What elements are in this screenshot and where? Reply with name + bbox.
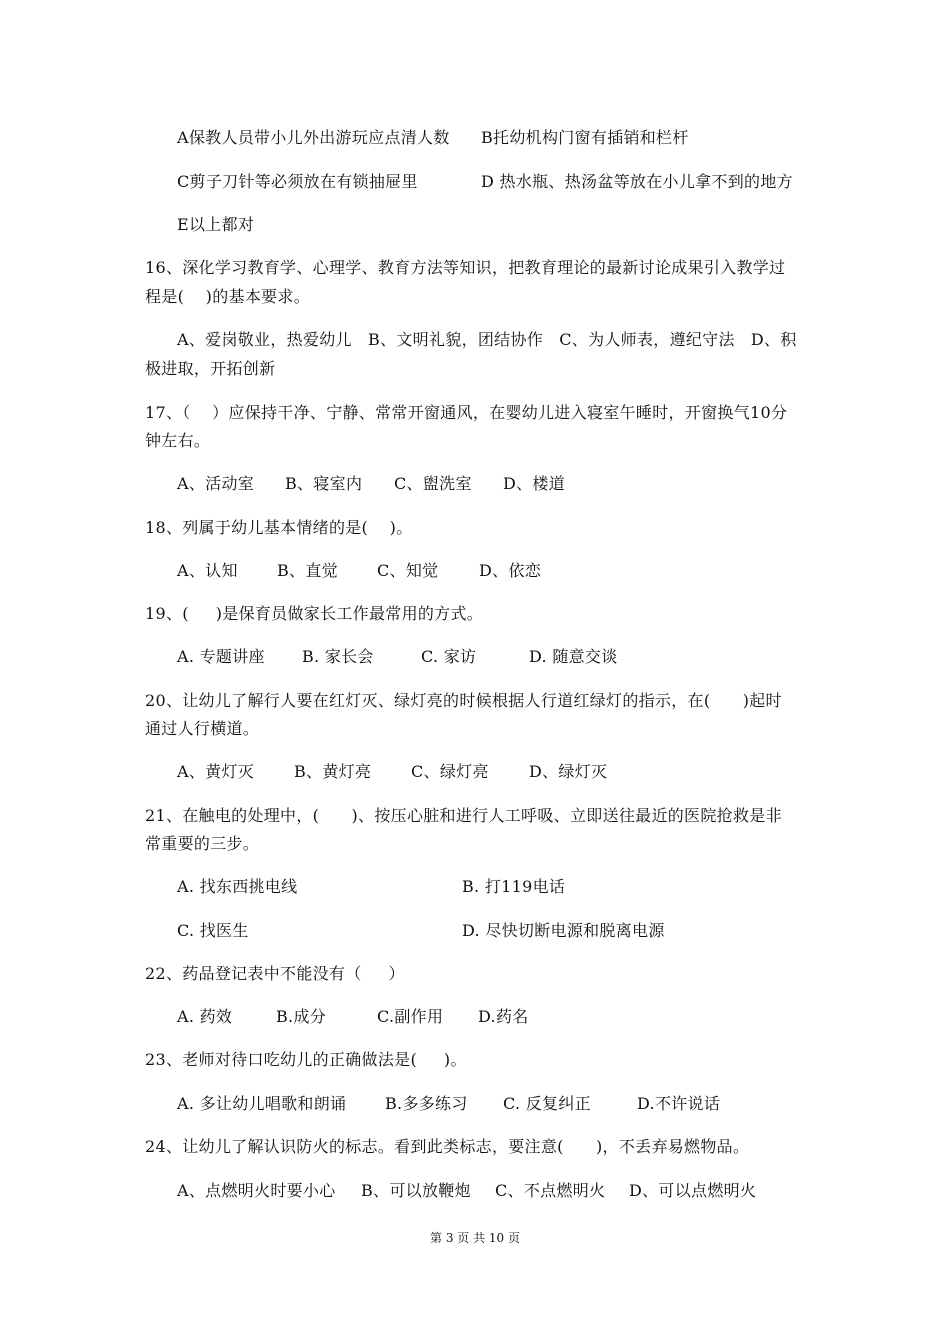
q17-option-c: C、盥洗室 — [394, 474, 472, 493]
q20-option-b: B、黄灯亮 — [294, 762, 372, 781]
q17-option-a: A、活动室 — [177, 474, 255, 493]
q18-option-d: D、依恋 — [479, 561, 542, 580]
q23-option-d: D.不许说话 — [637, 1094, 721, 1113]
q20-stem-line1: 20、让幼儿了解行人要在红灯灭、绿灯亮的时候根据人行道红绿灯的指示，在( )起时 — [145, 691, 782, 710]
q15-option-d: D 热水瓶、热汤盆等放在小儿拿不到的地方 — [481, 172, 793, 191]
q24-option-b: B、可以放鞭炮 — [361, 1181, 471, 1200]
q15-option-e: E以上都对 — [177, 215, 255, 234]
q22-stem: 22、药品登记表中不能没有（ ） — [145, 964, 405, 983]
q18-stem: 18、列属于幼儿基本情绪的是( )。 — [145, 518, 413, 537]
q18-option-c: C、知觉 — [377, 561, 439, 580]
q21-stem-line2: 常重要的三步。 — [145, 834, 260, 853]
q19-option-b: B. 家长会 — [302, 647, 374, 666]
q24-stem: 24、让幼儿了解认识防火的标志。看到此类标志，要注意( )，不丢弃易燃物品。 — [145, 1137, 750, 1156]
q23-stem: 23、老师对待口吃幼儿的正确做法是( )。 — [145, 1050, 467, 1069]
q20-stem-line2: 通过人行横道。 — [145, 719, 260, 738]
q17-option-b: B、寝室内 — [285, 474, 363, 493]
q17-stem-line1: 17、（ ）应保持干净、宁静、常常开窗通风，在婴幼儿进入寝室午睡时，开窗换气10分 — [145, 403, 788, 422]
q16-stem-line2: 程是( )的基本要求。 — [145, 287, 311, 306]
q21-option-a: A. 找东西挑电线 — [177, 877, 298, 896]
q22-option-b: B.成分 — [276, 1007, 327, 1026]
q22-option-d: D.药名 — [478, 1007, 529, 1026]
q17-option-d: D、楼道 — [503, 474, 566, 493]
q23-option-a: A. 多让幼儿唱歌和朗诵 — [177, 1094, 347, 1113]
q20-option-c: C、绿灯亮 — [411, 762, 489, 781]
q16-options-line1: A、爱岗敬业，热爱幼儿 B、文明礼貌，团结协作 C、为人师表，遵纪守法 D、积 — [177, 330, 797, 349]
q23-option-b: B.多多练习 — [385, 1094, 468, 1113]
q15-option-b: B托幼机构门窗有插销和栏杆 — [481, 128, 689, 147]
q22-option-a: A. 药效 — [177, 1007, 233, 1026]
page-number-footer: 第 3 页 共 10 页 — [430, 1231, 520, 1245]
q18-option-b: B、直觉 — [277, 561, 338, 580]
q21-stem-line1: 21、在触电的处理中，( )、按压心脏和进行人工呼吸、立即送往最近的医院抢救是非 — [145, 806, 782, 825]
q24-option-a: A、点燃明火时要小心 — [177, 1181, 336, 1200]
q16-options-line2: 极进取，开拓创新 — [145, 359, 276, 378]
q18-option-a: A、认知 — [177, 561, 238, 580]
q22-option-c: C.副作用 — [377, 1007, 444, 1026]
q21-option-c: C. 找医生 — [177, 921, 249, 940]
q23-option-c: C. 反复纠正 — [503, 1094, 591, 1113]
q15-option-a: A保教人员带小儿外出游玩应点清人数 — [177, 128, 450, 147]
q17-stem-line2: 钟左右。 — [145, 431, 211, 450]
q20-option-d: D、绿灯灭 — [529, 762, 608, 781]
q19-option-d: D. 随意交谈 — [529, 647, 618, 666]
q16-stem-line1: 16、深化学习教育学、心理学、教育方法等知识，把教育理论的最新讨论成果引入教学过 — [145, 258, 786, 277]
q21-option-d: D. 尽快切断电源和脱离电源 — [462, 921, 665, 940]
q21-option-b: B. 打119电话 — [462, 877, 566, 896]
q19-option-a: A. 专题讲座 — [177, 647, 265, 666]
q15-option-c: C剪子刀针等必须放在有锁抽屉里 — [177, 172, 418, 191]
q20-option-a: A、黄灯灭 — [177, 762, 255, 781]
q19-option-c: C. 家访 — [421, 647, 477, 666]
q19-stem: 19、( )是保育员做家长工作最常用的方式。 — [145, 604, 484, 623]
q24-option-c: C、不点燃明火 — [495, 1181, 606, 1200]
q24-option-d: D、可以点燃明火 — [629, 1181, 757, 1200]
